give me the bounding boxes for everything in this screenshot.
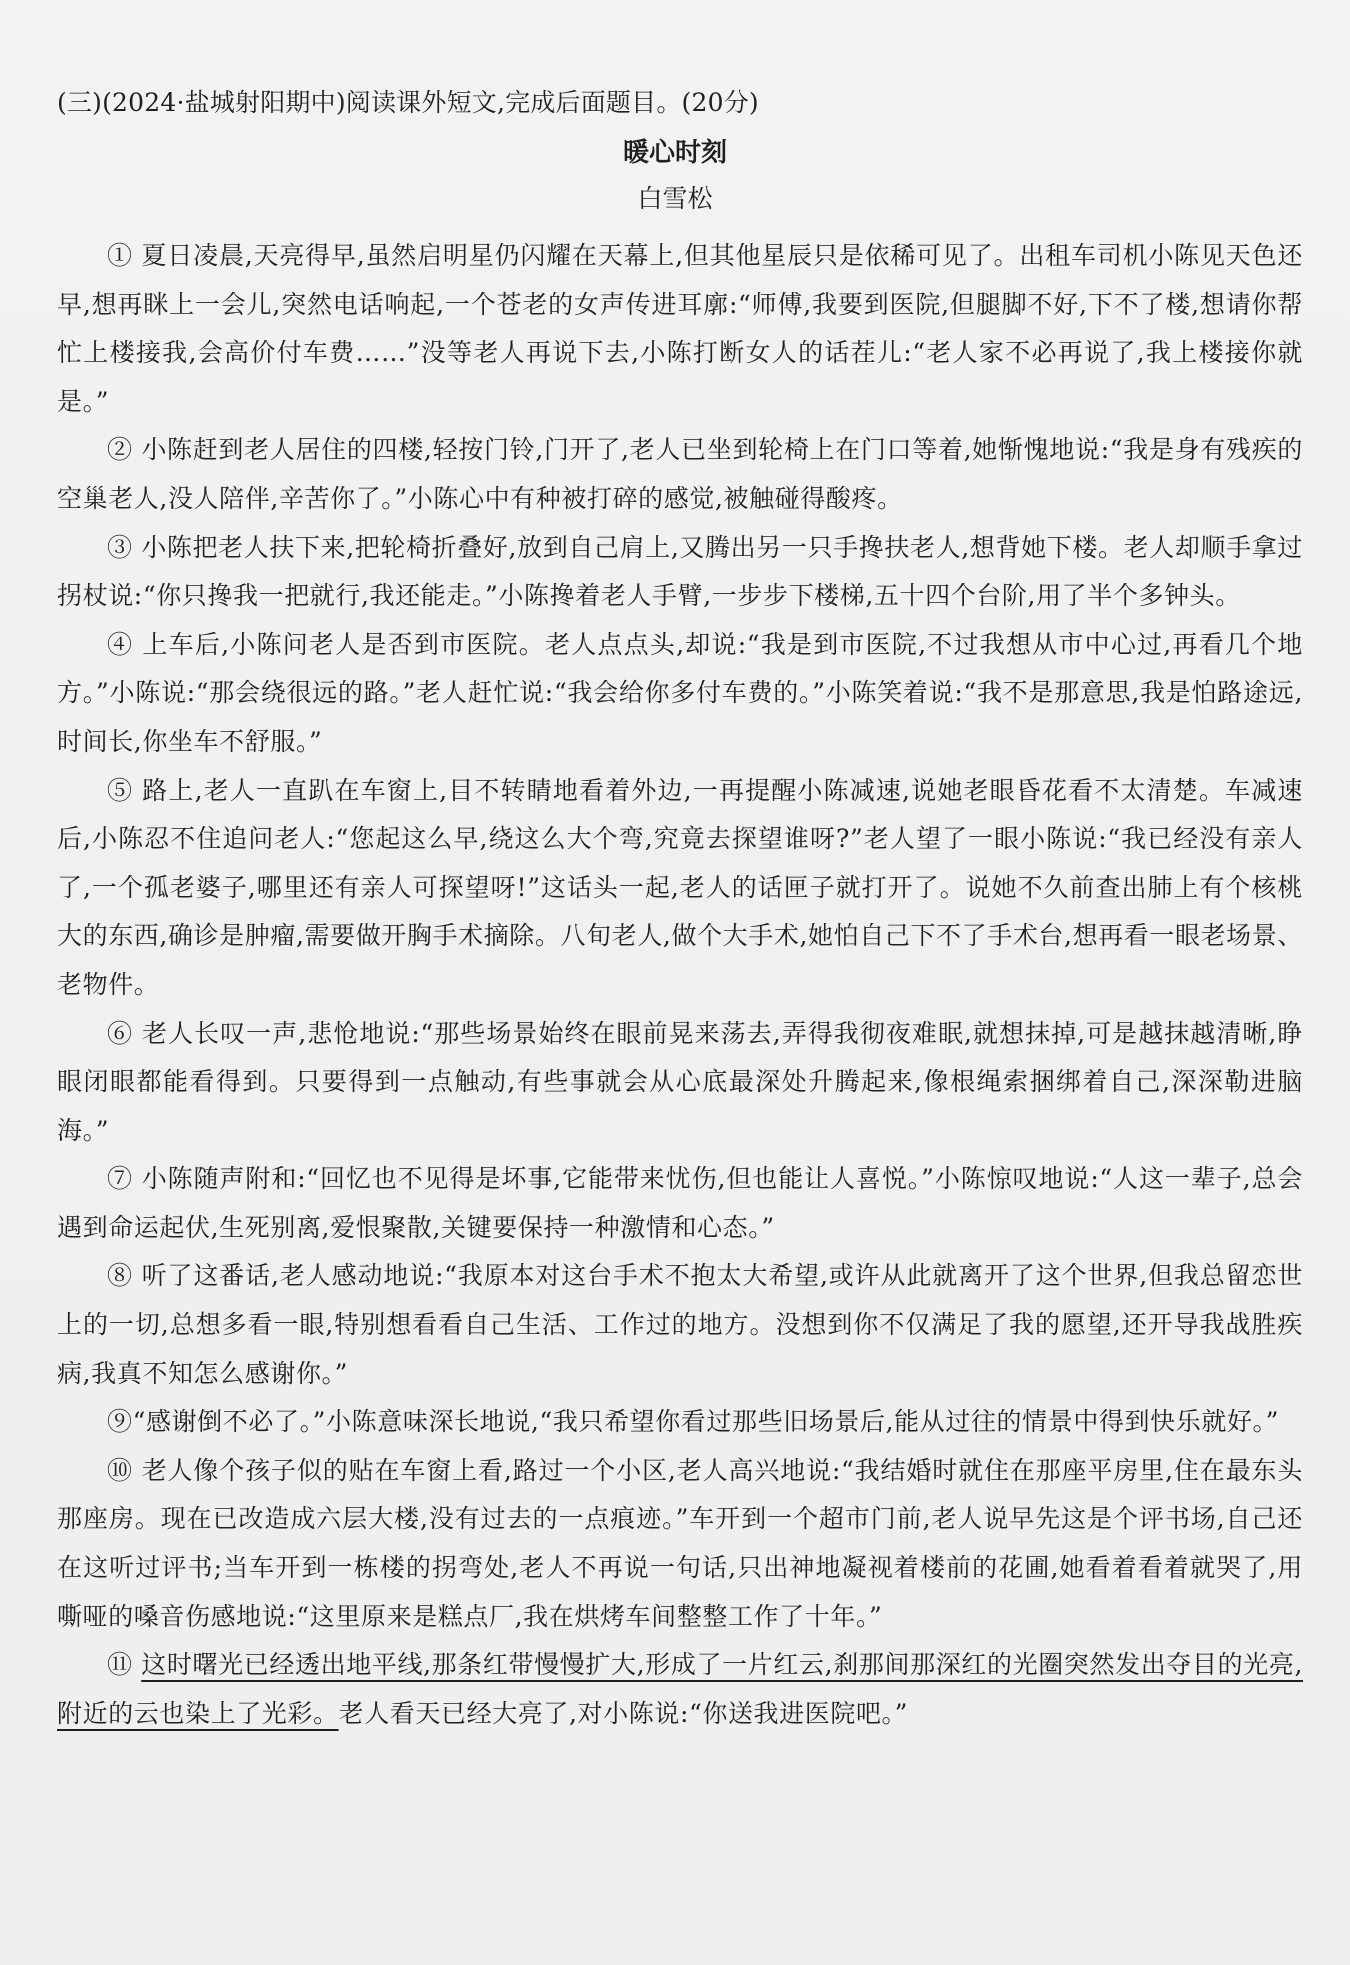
paragraph-3: ③ 小陈把老人扶下来,把轮椅折叠好,放到自己肩上,又腾出另一只手搀扶老人,想背她下楼。老人却顺手拿过拐杖说:“你只搀我一把就行,我还能走。”小陈搀着老人手臂,一步步下楼梯,五十四个台阶,用了半个多钟头。 <box>57 532 1303 611</box>
paragraph-6: ⑥ 老人长叹一声,悲怆地说:“那些场景始终在眼前晃来荡去,弄得我彻夜难眠,就想抹掉,可是越抹越清晰,睁眼闭眼都能看得到。只要得到一点触动,有些事就会从心底最深处升腾起来,像根绳索捆绑着自己,深深勒进脑海。” <box>57 1018 1303 1145</box>
article-author: 白雪松 <box>637 184 713 213</box>
paragraph-8: ⑧ 听了这番话,老人感动地说:“我原本对这台手术不抱太大希望,或许从此就离开了这个世界,但我总留恋世上的一切,总想多看一眼,特别想看看自己生活、工作过的地方。没想到你不仅满足了我的愿望,还开导我战胜疾病,我真不知怎么感谢你。” <box>57 1261 1303 1388</box>
question-header: (三)(2024·盐城射阳期中)阅读课外短文,完成后面题目。(20分) <box>57 88 759 117</box>
paragraph-4: ④ 上车后,小陈问老人是否到市医院。老人点点头,却说:“我是到市医院,不过我想从市中心过,再看几个地方。”小陈说:“那会绕很远的路。”老人赶忙说:“我会给你多付车费的。”小陈笑着说:“我不是那意思,我是怕路途远,时间长,你坐车不舒服。” <box>57 629 1303 756</box>
article-title: 暖心时刻 <box>622 138 727 168</box>
paragraph-1: ① 夏日凌晨,天亮得早,虽然启明星仍闪耀在天幕上,但其他星辰只是依稀可见了。出租车司机小陈见天色还早,想再眯上一会儿,突然电话响起,一个苍老的女声传进耳廓:“师傅,我要到医院,但腿脚不好,下不了楼,想请你帮忙上楼接我,会高价付车费……”没等老人再说下去,小陈打断女人的话茬儿:“老人家不必再说了,我上楼接你就是。” <box>57 241 1303 416</box>
paragraph-9: ⑨“感谢倒不必了。”小陈意味深长地说,“我只希望你看过那些旧场景后,能从过往的情景中得到快乐就好。” <box>107 1407 1280 1437</box>
paragraph-5: ⑤ 路上,老人一直趴在车窗上,目不转睛地看着外边,一再提醒小陈减速,说她老眼昏花看不太清楚。车减速后,小陈忍不住追问老人:“您起这么早,绕这么大个弯,究竟去探望谁呀?”老人望了一眼小陈说:“我已经没有亲人了,一个孤老婆子,哪里还有亲人可探望呀!”这话头一起,老人的话匣子就打开了。说她不久前查出肺上有个核桃大的东西,确诊是肿瘤,需要做开胸手术摘除。八旬老人,做个大手术,她怕自己下不了手术台,想再看一眼老场景、老物件。 <box>57 775 1303 999</box>
underlined-sentence: 这时曙光已经透出地平线,那条红带慢慢扩大,形成了一片红云,刹那间那深红的光圈突然发出夺目的光亮,附近的云也染上了光彩。 <box>57 1650 1304 1728</box>
paragraph-11-number: ⑪ <box>107 1650 133 1680</box>
article-body <box>57 232 1303 1738</box>
paragraph-11 <box>57 1641 1303 1738</box>
paragraph-11-rest: 老人看天已经大亮了,对小陈说:“你送我进医院吧。” <box>338 1698 909 1728</box>
paragraph-7: ⑦ 小陈随声附和:“回忆也不见得是坏事,它能带来忧伤,但也能让人喜悦。”小陈惊叹地说:“人这一辈子,总会遇到命运起伏,生死别离,爱恨聚散,关键要保持一种激情和心态。” <box>57 1164 1303 1242</box>
paragraph-2: ② 小陈赶到老人居住的四楼,轻按门铃,门开了,老人已坐到轮椅上在门口等着,她惭愧地说:“我是身有残疾的空巢老人,没人陪伴,辛苦你了。”小陈心中有种被打碎的感觉,被触碰得酸疼。 <box>57 435 1303 513</box>
paragraph-10: ⑩ 老人像个孩子似的贴在车窗上看,路过一个小区,老人高兴地说:“我结婚时就住在那座平房里,住在最东头那座房。现在已改造成六层大楼,没有过去的一点痕迹。”车开到一个超市门前,老人说早先这是个评书场,自己还在这听过评书;当车开到一栋楼的拐弯处,老人不再说一句话,只出神地凝视着楼前的花圃,她看着看着就哭了,用嘶哑的嗓音伤感地说:“这里原来是糕点厂,我在烘烤车间整整工作了十年。” <box>57 1455 1303 1631</box>
